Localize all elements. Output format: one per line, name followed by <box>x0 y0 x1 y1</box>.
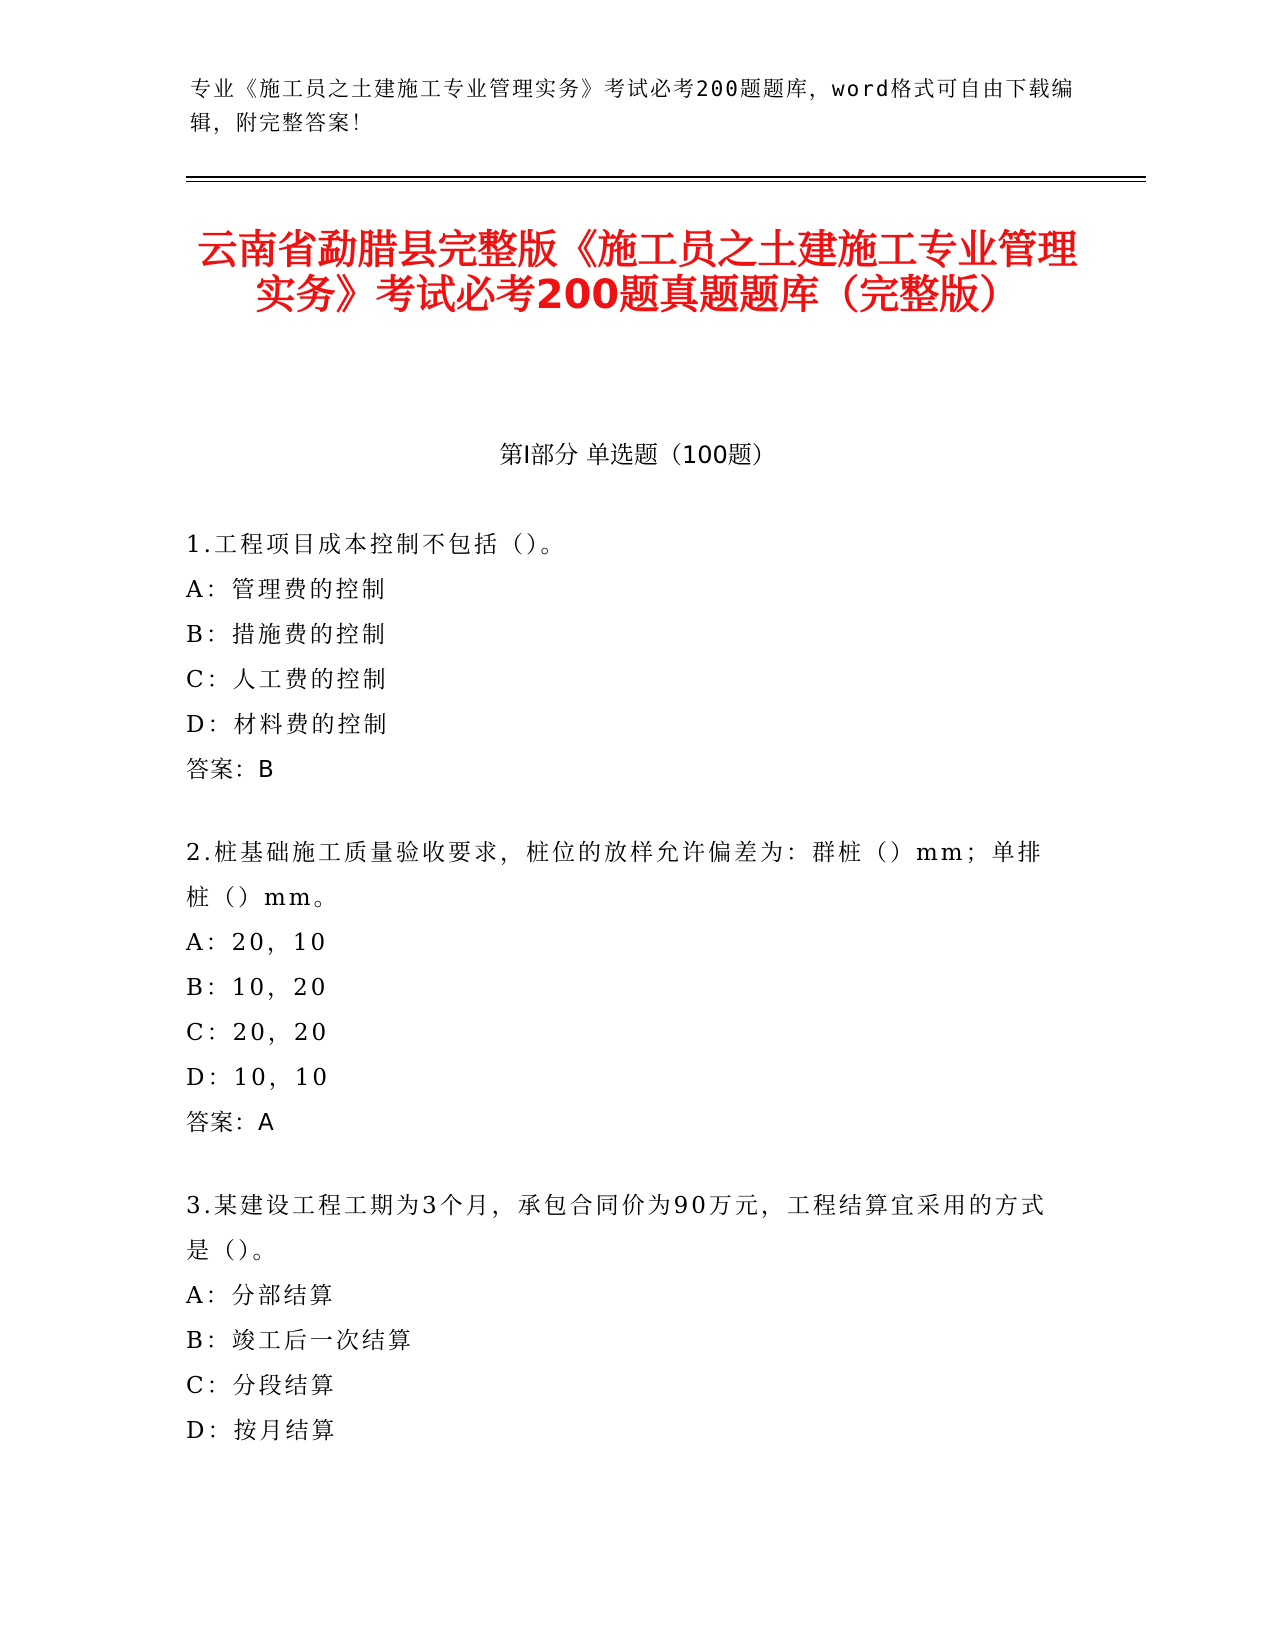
question-item <box>186 523 1066 793</box>
question-stem: 3.某建设工程工期为3个月，承包合同价为90万元，工程结算宜采用的方式是（）。 <box>186 1193 1047 1264</box>
section-title: 第I部分 单选题（100题） <box>499 441 776 469</box>
option-a: A：20，10 <box>186 930 329 956</box>
header-divider-thin <box>186 181 1146 182</box>
option-d: D：10，10 <box>186 1065 330 1091</box>
option-b: B：10，20 <box>186 975 329 1001</box>
header-note: 专业《施工员之土建施工专业管理实务》考试必考200题题库，word格式可自由下载编辑，附完整答案！ <box>190 77 1075 135</box>
option-c: C：人工费的控制 <box>186 667 389 693</box>
header-divider-thick <box>186 176 1146 178</box>
question-stem: 1.工程项目成本控制不包括（）。 <box>186 532 567 558</box>
document-title: 云南省勐腊县完整版《施工员之土建施工专业管理实务》考试必考200题真题题库（完整版） <box>197 227 1078 318</box>
option-b: B：措施费的控制 <box>186 622 388 648</box>
question-list <box>186 523 1066 1492</box>
option-c: C：分段结算 <box>186 1373 337 1399</box>
option-d: D：材料费的控制 <box>186 712 390 738</box>
option-c: C：20，20 <box>186 1020 330 1046</box>
option-b: B：竣工后一次结算 <box>186 1328 414 1354</box>
option-a: A：管理费的控制 <box>186 577 388 603</box>
option-a: A：分部结算 <box>186 1283 336 1309</box>
option-d: D：按月结算 <box>186 1418 338 1444</box>
question-stem: 2.桩基础施工质量验收要求，桩位的放样允许偏差为：群桩（）mm；单排桩（）mm。 <box>186 840 1044 911</box>
question-item <box>186 831 1066 1146</box>
question-item <box>186 1184 1066 1454</box>
answer-line: 答案：B <box>186 757 275 783</box>
answer-line: 答案：A <box>186 1110 275 1136</box>
